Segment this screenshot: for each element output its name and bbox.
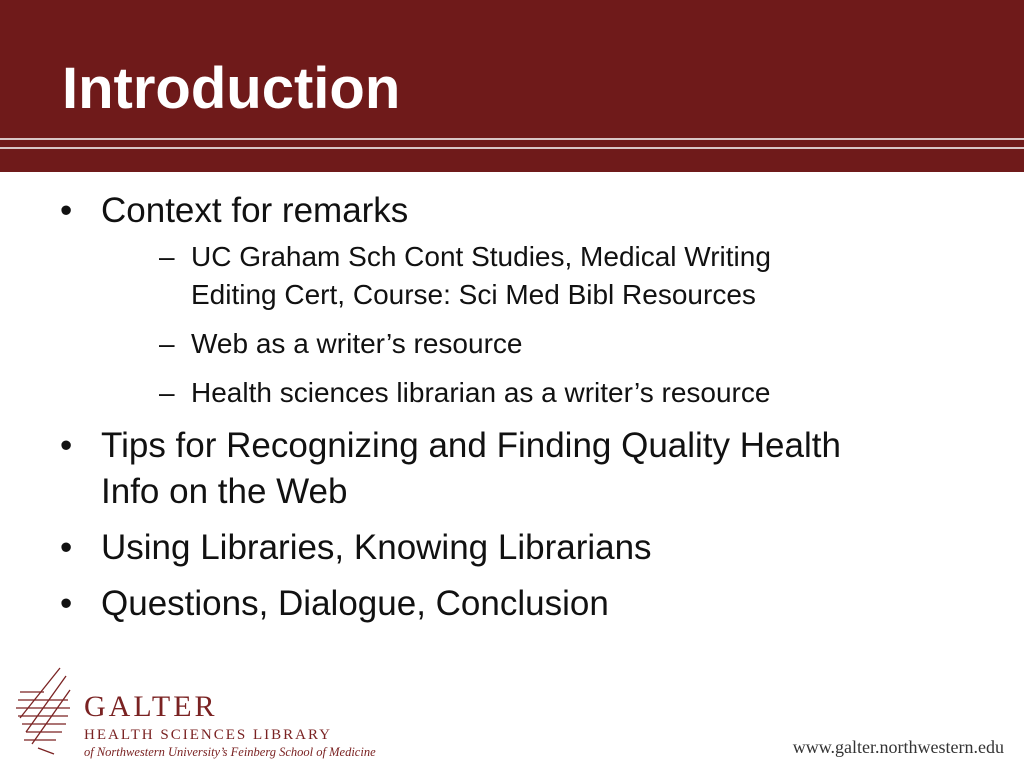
bullet-text-line: Using Libraries, Knowing Librarians	[101, 528, 652, 567]
bullet-text-line: Info on the Web	[101, 472, 348, 511]
bullet-item	[56, 525, 966, 571]
bullet-item	[56, 581, 966, 627]
footer-url: www.galter.northwestern.edu	[792, 737, 1004, 757]
bullet-marker: •	[60, 584, 73, 623]
sub-bullet-item	[101, 374, 966, 412]
galter-logo-mark-icon	[14, 662, 78, 762]
sub-bullet-text-line: Editing Cert, Course: Sci Med Bibl Resources	[191, 279, 756, 310]
bullet-item	[56, 188, 966, 412]
sub-bullet-marker: –	[159, 377, 175, 408]
sub-bullet-marker: –	[159, 241, 175, 272]
slide-title: Introduction	[62, 56, 401, 121]
banner-divider-line	[0, 138, 1024, 140]
sub-bullet-text-line: Web as a writer’s resource	[191, 328, 523, 359]
logo-subtitle: HEALTH SCIENCES LIBRARY	[84, 727, 332, 743]
bullet-list	[56, 188, 966, 637]
bullet-marker: •	[60, 191, 73, 230]
bullet-marker: •	[60, 528, 73, 567]
bullet-text-line: Questions, Dialogue, Conclusion	[101, 584, 609, 623]
bullet-text: Context for remarks	[101, 191, 409, 230]
bullet-marker: •	[60, 426, 73, 465]
bullet-item	[56, 423, 966, 515]
sub-bullet-marker: –	[159, 328, 175, 359]
galter-library-logo	[14, 662, 394, 762]
sub-bullet-item	[101, 238, 966, 314]
sub-bullet-item	[101, 325, 966, 363]
logo-tagline: of Northwestern University’s Feinberg School of Medicine	[84, 745, 376, 759]
sub-bullet-text-line: Health sciences librarian as a writer’s resource	[191, 377, 771, 408]
logo-name: GALTER	[84, 690, 218, 723]
sub-bullet-text-line: UC Graham Sch Cont Studies, Medical Writing	[191, 241, 771, 272]
sub-bullet-list	[101, 238, 966, 412]
bullet-text-line: Tips for Recognizing and Finding Quality Health	[101, 426, 841, 465]
banner-divider-line	[0, 147, 1024, 149]
